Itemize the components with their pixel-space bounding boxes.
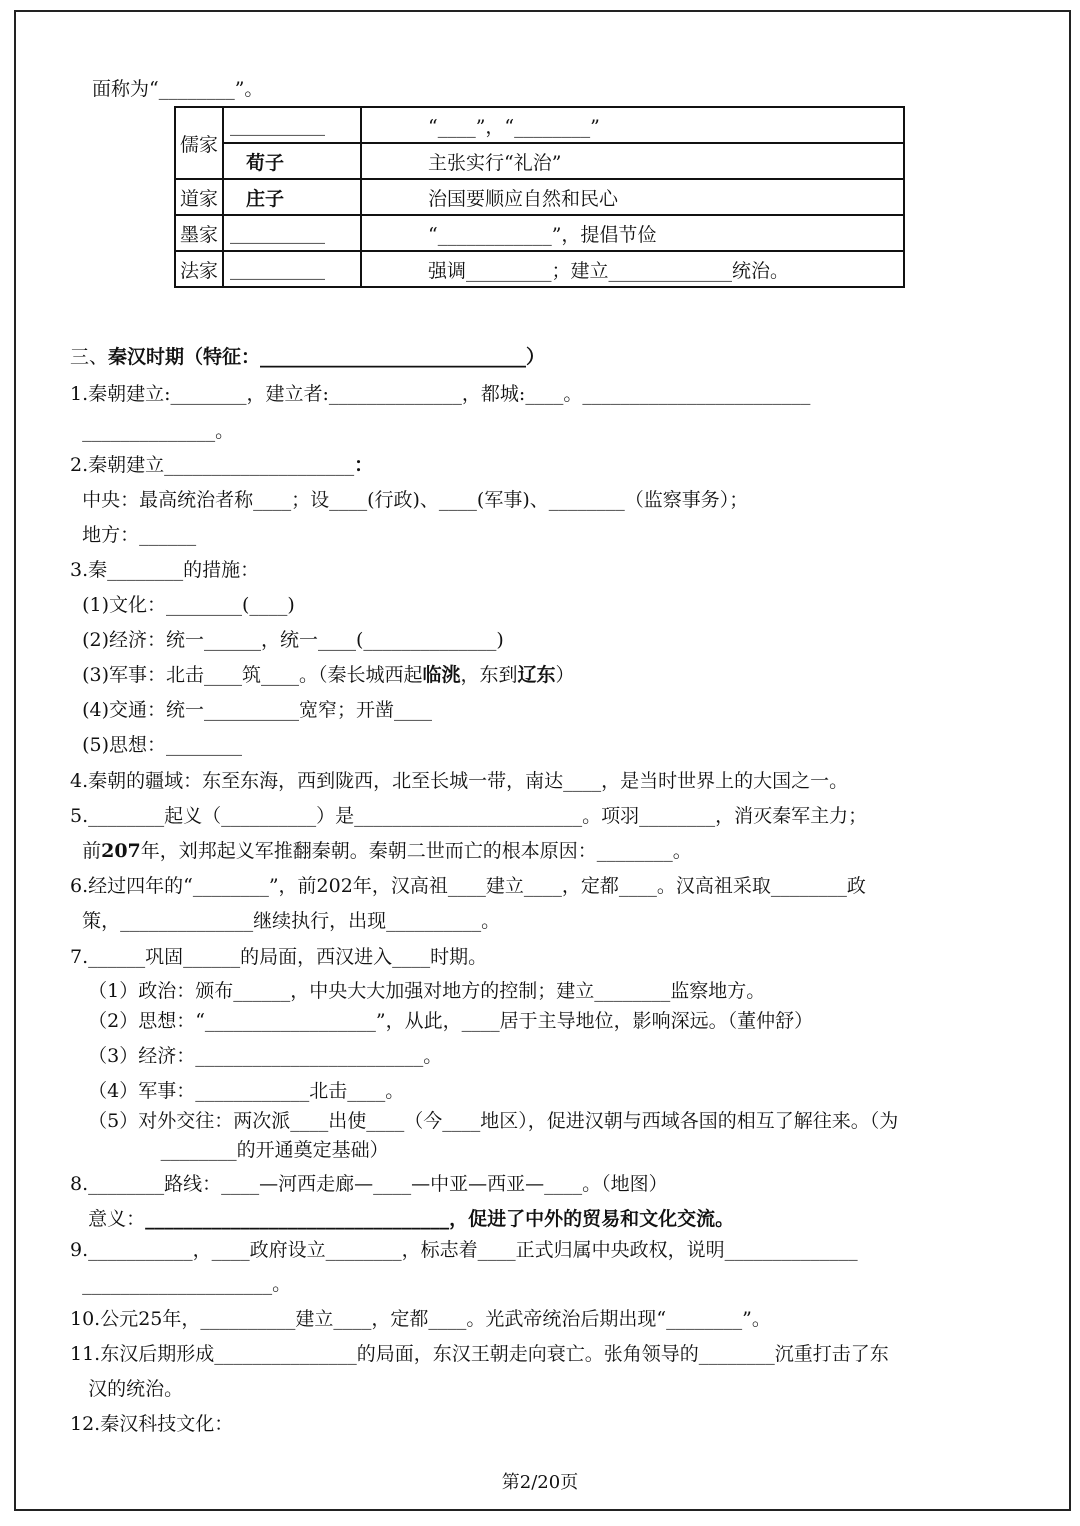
- text-line: [70, 1238, 858, 1262]
- text-line: [70, 488, 748, 512]
- text-segment: ____________________。: [70, 1273, 292, 1295]
- text-segment: (5)思想：________: [70, 734, 242, 756]
- section-heading: [70, 345, 545, 369]
- text-line: [70, 453, 373, 477]
- table-row: [175, 215, 904, 251]
- text-segment: 5.________起义（__________）是________________________。项羽________，消灭秦军主力；: [70, 805, 868, 827]
- text-segment: 7.______巩固______的局面，西汉进入____时期。: [70, 946, 488, 968]
- content-cell: “____”，“________”: [361, 107, 904, 143]
- text-segment: ________________________________，促进了中外的贸易和文化交流。: [145, 1208, 735, 1230]
- text-segment: 6.经过四年的“________”，前202年，汉高祖____建立____，定都____。汉高祖采取________政: [70, 875, 866, 897]
- text-line: [70, 523, 196, 547]
- text-line: [70, 979, 765, 1003]
- text-line: [70, 1307, 771, 1331]
- content-cell: “____________”，提倡节俭: [361, 215, 904, 251]
- text-segment: 207: [101, 840, 141, 862]
- person-cell: 荀子: [223, 143, 361, 179]
- person-cell: __________: [223, 107, 361, 143]
- text-segment: ，东到: [460, 664, 518, 686]
- text-segment: （3）经济：________________________。: [70, 1045, 443, 1067]
- text-segment: 三、: [70, 346, 109, 368]
- text-segment: 8.________路线：____—河西走廊—____—中亚—西亚—____。（地图）: [70, 1173, 668, 1195]
- text-segment: 汉的统治。: [70, 1378, 184, 1400]
- text-segment: 辽东: [517, 664, 556, 686]
- schools-table: [174, 106, 905, 288]
- text-line: [70, 698, 432, 722]
- text-line: [70, 1342, 889, 1366]
- text-segment: (3)军事：北击____筑____。（秦长城西起: [70, 664, 423, 686]
- text-line: [70, 1377, 183, 1401]
- text-segment: 地方：______: [70, 524, 197, 546]
- text-segment: ：: [354, 454, 374, 476]
- text-segment: ________的开通奠定基础）: [70, 1139, 389, 1161]
- text-segment: ______________。: [70, 420, 235, 442]
- text-line: [70, 628, 504, 652]
- text-line: [70, 1044, 442, 1068]
- text-segment: 前: [70, 840, 102, 862]
- content-cell: 主张实行“礼治”: [361, 143, 904, 179]
- text-line: [70, 1272, 291, 1296]
- text-line: [70, 804, 867, 828]
- text-segment: (4)交通：统一__________宽窄；开凿____: [70, 699, 432, 721]
- text-segment: 2.秦朝建立____________________: [70, 454, 355, 476]
- text-line: [70, 1138, 389, 1162]
- text-line: [70, 419, 234, 443]
- text-segment: （5）对外交往：两次派____出使____（今____地区），促进汉朝与西域各国的相互了解往来。（为: [70, 1110, 899, 1132]
- text-segment: 10.公元25年，__________建立____，定都____。光武帝统治后期出现“________”。: [70, 1308, 771, 1330]
- table-row: [175, 107, 904, 143]
- text-segment: (1)文化：________(____): [70, 594, 295, 616]
- school-cell: 墨家: [175, 215, 223, 251]
- table-row: [175, 143, 904, 179]
- content-cell: 治国要顺应自然和民心: [361, 179, 904, 215]
- text-line: [70, 839, 692, 863]
- text-segment: 11.东汉后期形成_______________的局面，东汉王朝走向衰亡。张角领导的________沉重打击了东: [70, 1343, 889, 1365]
- text-line: [70, 1412, 233, 1436]
- school-cell: 法家: [175, 251, 223, 287]
- text-line: [70, 1079, 404, 1103]
- table-row: [175, 251, 904, 287]
- text-segment: ）: [555, 664, 575, 686]
- text-line: [70, 558, 259, 582]
- text-segment: 12.秦汉科技文化：: [70, 1413, 234, 1435]
- text-segment: 9.___________，____政府设立________，标志着____正式归属中央政权，说明______________: [70, 1239, 858, 1261]
- text-segment: 中央：最高统治者称____；设____(行政)、____(军事)、________（监察事务）；: [70, 489, 749, 511]
- school-cell: 道家: [175, 179, 223, 215]
- text-segment: （1）政治：颁布______，中央大大加强对地方的控制；建立________监察地方。: [70, 980, 766, 1002]
- text-line: [70, 593, 295, 617]
- text-segment: 秦汉时期（特征：____________________________）: [108, 346, 546, 368]
- text-segment: 年，刘邦起义军推翻秦朝。秦朝二世而亡的根本原因：________。: [140, 840, 692, 862]
- intro-line: 面称为“________”。: [92, 78, 264, 100]
- text-line: [70, 945, 487, 969]
- text-line: [70, 382, 810, 406]
- table-row: [175, 179, 904, 215]
- text-line: [70, 769, 848, 793]
- text-segment: 意义：: [70, 1208, 146, 1230]
- text-line: [70, 1109, 898, 1133]
- text-segment: 临洮: [422, 664, 461, 686]
- text-segment: (2)经济：统一______，统一____(______________): [70, 629, 504, 651]
- text-line: [70, 874, 866, 898]
- person-cell: __________: [223, 215, 361, 251]
- text-line: [70, 1172, 668, 1196]
- text-line: [70, 1207, 734, 1231]
- content-cell: 强调_________；建立_____________统治。: [361, 251, 904, 287]
- person-cell: __________: [223, 251, 361, 287]
- school-cell: 儒家: [175, 107, 223, 179]
- person-cell: 庄子: [223, 179, 361, 215]
- page-number: 第2/20页: [501, 1472, 579, 1493]
- text-line: [70, 1009, 813, 1033]
- text-segment: 4.秦朝的疆域：东至东海，西到陇西，北至长城一带，南达____，是当时世界上的大国之一。: [70, 770, 849, 792]
- text-line: [70, 733, 242, 757]
- text-segment: 策，______________继续执行，出现__________。: [70, 910, 501, 932]
- text-segment: 1.秦朝建立:________，建立者:______________，都城:____。________________________: [70, 383, 811, 405]
- text-segment: （2）思想：“__________________”，从此，____居于主导地位，影响深远。（董仲舒）: [70, 1010, 814, 1032]
- text-line: [70, 663, 575, 687]
- text-line: [70, 909, 500, 933]
- text-segment: 3.秦________的措施：: [70, 559, 260, 581]
- text-segment: （4）军事：____________北击____。: [70, 1080, 405, 1102]
